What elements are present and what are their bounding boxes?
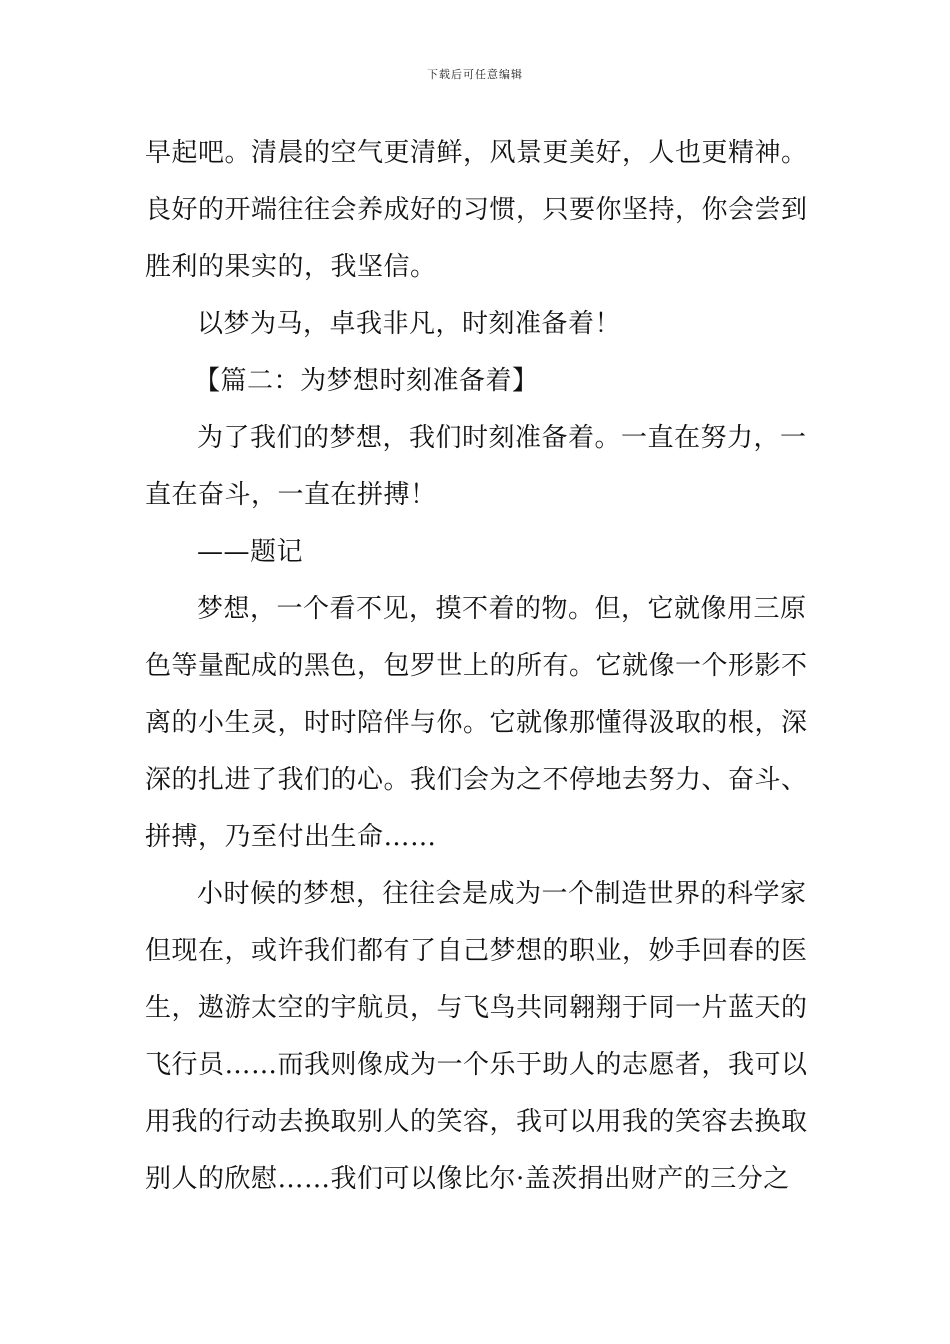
paragraph-line: 色等量配成的黑色，包罗世上的所有。它就像一个形影不 [145, 651, 808, 681]
paragraph-line: 胜利的果实的，我坚信。 [145, 252, 437, 282]
paragraph-line: 别人的欣慰……我们可以像比尔·盖茨捐出财产的三分之 [145, 1164, 790, 1194]
paragraph-line: 小时候的梦想，往往会是成为一个制造世界的科学家 [197, 879, 807, 909]
paragraph-line: 梦想，一个看不见，摸不着的物。但，它就像用三原 [197, 594, 807, 624]
section-heading: 【篇二：为梦想时刻准备着】 [194, 366, 539, 396]
paragraph-line: 拼搏，乃至付出生命…… [145, 822, 437, 852]
paragraph-line: 直在奋斗，一直在拼搏！ [145, 480, 437, 510]
paragraph-line: 飞行员……而我则像成为一个乐于助人的志愿者，我可以 [145, 1050, 808, 1080]
paragraph-line: 深的扎进了我们的心。我们会为之不停地去努力、奋斗、 [145, 765, 808, 795]
paragraph-line: 离的小生灵，时时陪伴与你。它就像那懂得汲取的根，深 [145, 708, 808, 738]
page-header: 下载后可任意编辑 [427, 68, 523, 81]
paragraph-line: 生，遨游太空的宇航员，与飞鸟共同翱翔于同一片蓝天的 [145, 993, 808, 1023]
paragraph-line: 良好的开端往往会养成好的习惯，只要你坚持，你会尝到 [145, 195, 808, 225]
paragraph-line: 早起吧。清晨的空气更清鲜，风景更美好，人也更精神。 [145, 138, 808, 168]
paragraph-line: 用我的行动去换取别人的笑容，我可以用我的笑容去换取 [145, 1107, 808, 1137]
paragraph-line: 以梦为马，卓我非凡，时刻准备着！ [197, 309, 622, 339]
paragraph-line: 为了我们的梦想，我们时刻准备着。一直在努力，一 [197, 423, 807, 453]
paragraph-line: 但现在，或许我们都有了自己梦想的职业，妙手回春的医 [145, 936, 808, 966]
epigraph-attribution: ——题记 [197, 537, 304, 567]
